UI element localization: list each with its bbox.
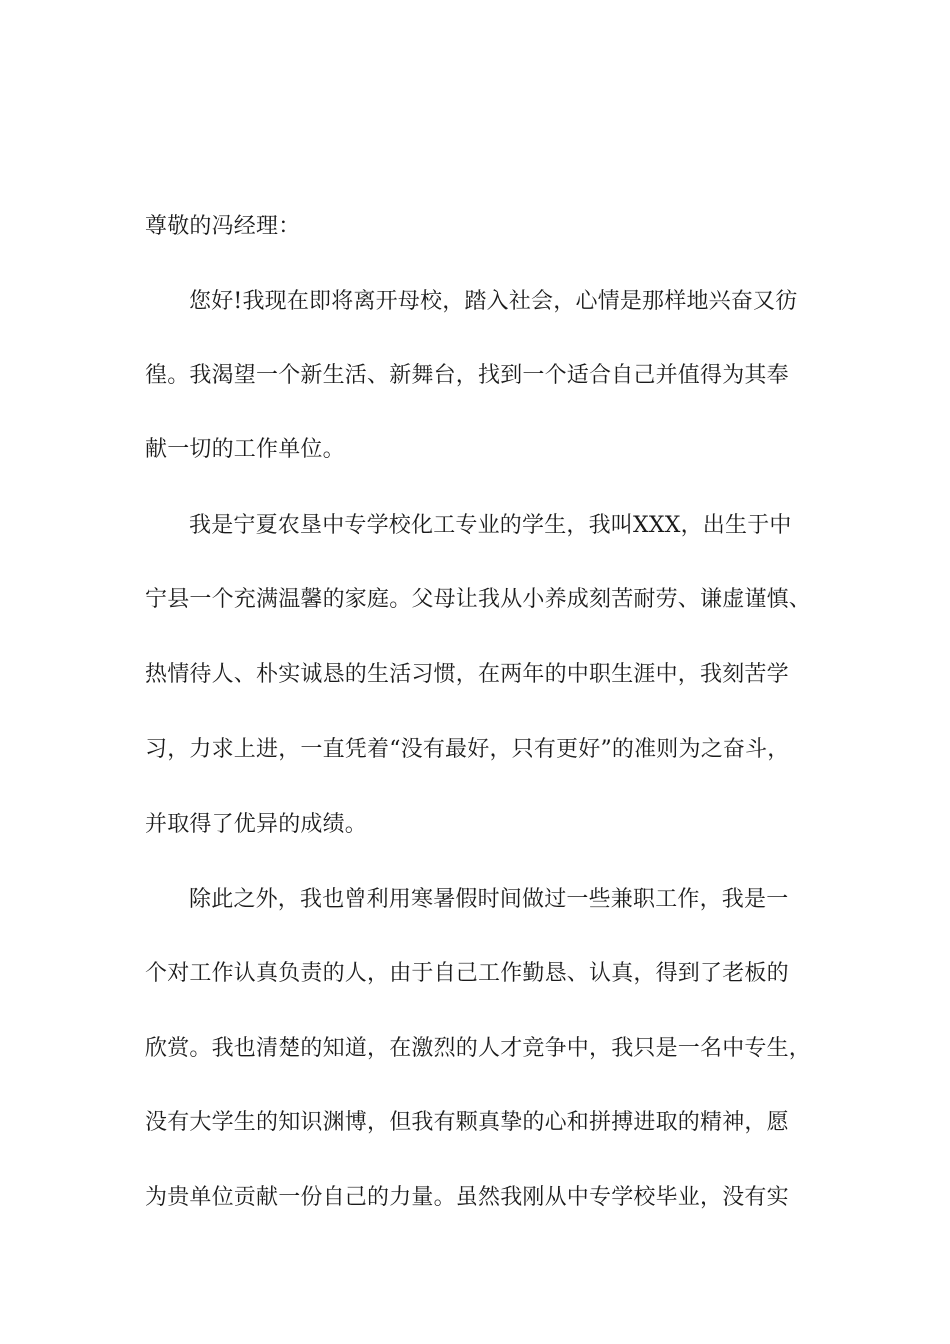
paragraph-3-line-2: 个对工作认真负责的人，由于自己工作勤恳、认真，得到了老板的 bbox=[145, 961, 789, 986]
paragraph-1-line-2: 徨。我渴望一个新生活、新舞台，找到一个适合自己并值得为其奉 bbox=[145, 363, 789, 388]
paragraph-2-line-1: 我是宁夏农垦中专学校化工专业的学生，我叫XXX，出生于中 bbox=[189, 513, 792, 538]
paragraph-3-line-1: 除此之外，我也曾利用寒暑假时间做过一些兼职工作，我是一 bbox=[189, 887, 789, 912]
paragraph-2-line-2: 宁县一个充满温馨的家庭。父母让我从小养成刻苦耐劳、谦虚谨慎、 bbox=[145, 587, 812, 612]
paragraph-1-line-1: 您好!我现在即将离开母校，踏入社会，心情是那样地兴奋又彷 bbox=[189, 289, 798, 314]
paragraph-3-line-4: 没有大学生的知识渊博，但我有颗真挚的心和拼搏进取的精神，愿 bbox=[145, 1110, 789, 1135]
salutation: 尊敬的冯经理： bbox=[145, 214, 301, 239]
paragraph-3-line-3: 欣赏。我也清楚的知道，在激烈的人才竞争中，我只是一名中专生， bbox=[145, 1036, 812, 1061]
paragraph-2-line-4: 习，力求上进，一直凭着“没有最好，只有更好”的准则为之奋斗， bbox=[145, 737, 790, 762]
paragraph-2-line-3: 热情待人、朴实诚恳的生活习惯，在两年的中职生涯中，我刻苦学 bbox=[145, 662, 789, 687]
paragraph-1-line-3: 献一切的工作单位。 bbox=[145, 437, 345, 462]
paragraph-3-line-5: 为贵单位贡献一份自己的力量。虽然我刚从中专学校毕业，没有实 bbox=[145, 1185, 789, 1210]
paragraph-2-line-5: 并取得了优异的成绩。 bbox=[145, 812, 368, 837]
